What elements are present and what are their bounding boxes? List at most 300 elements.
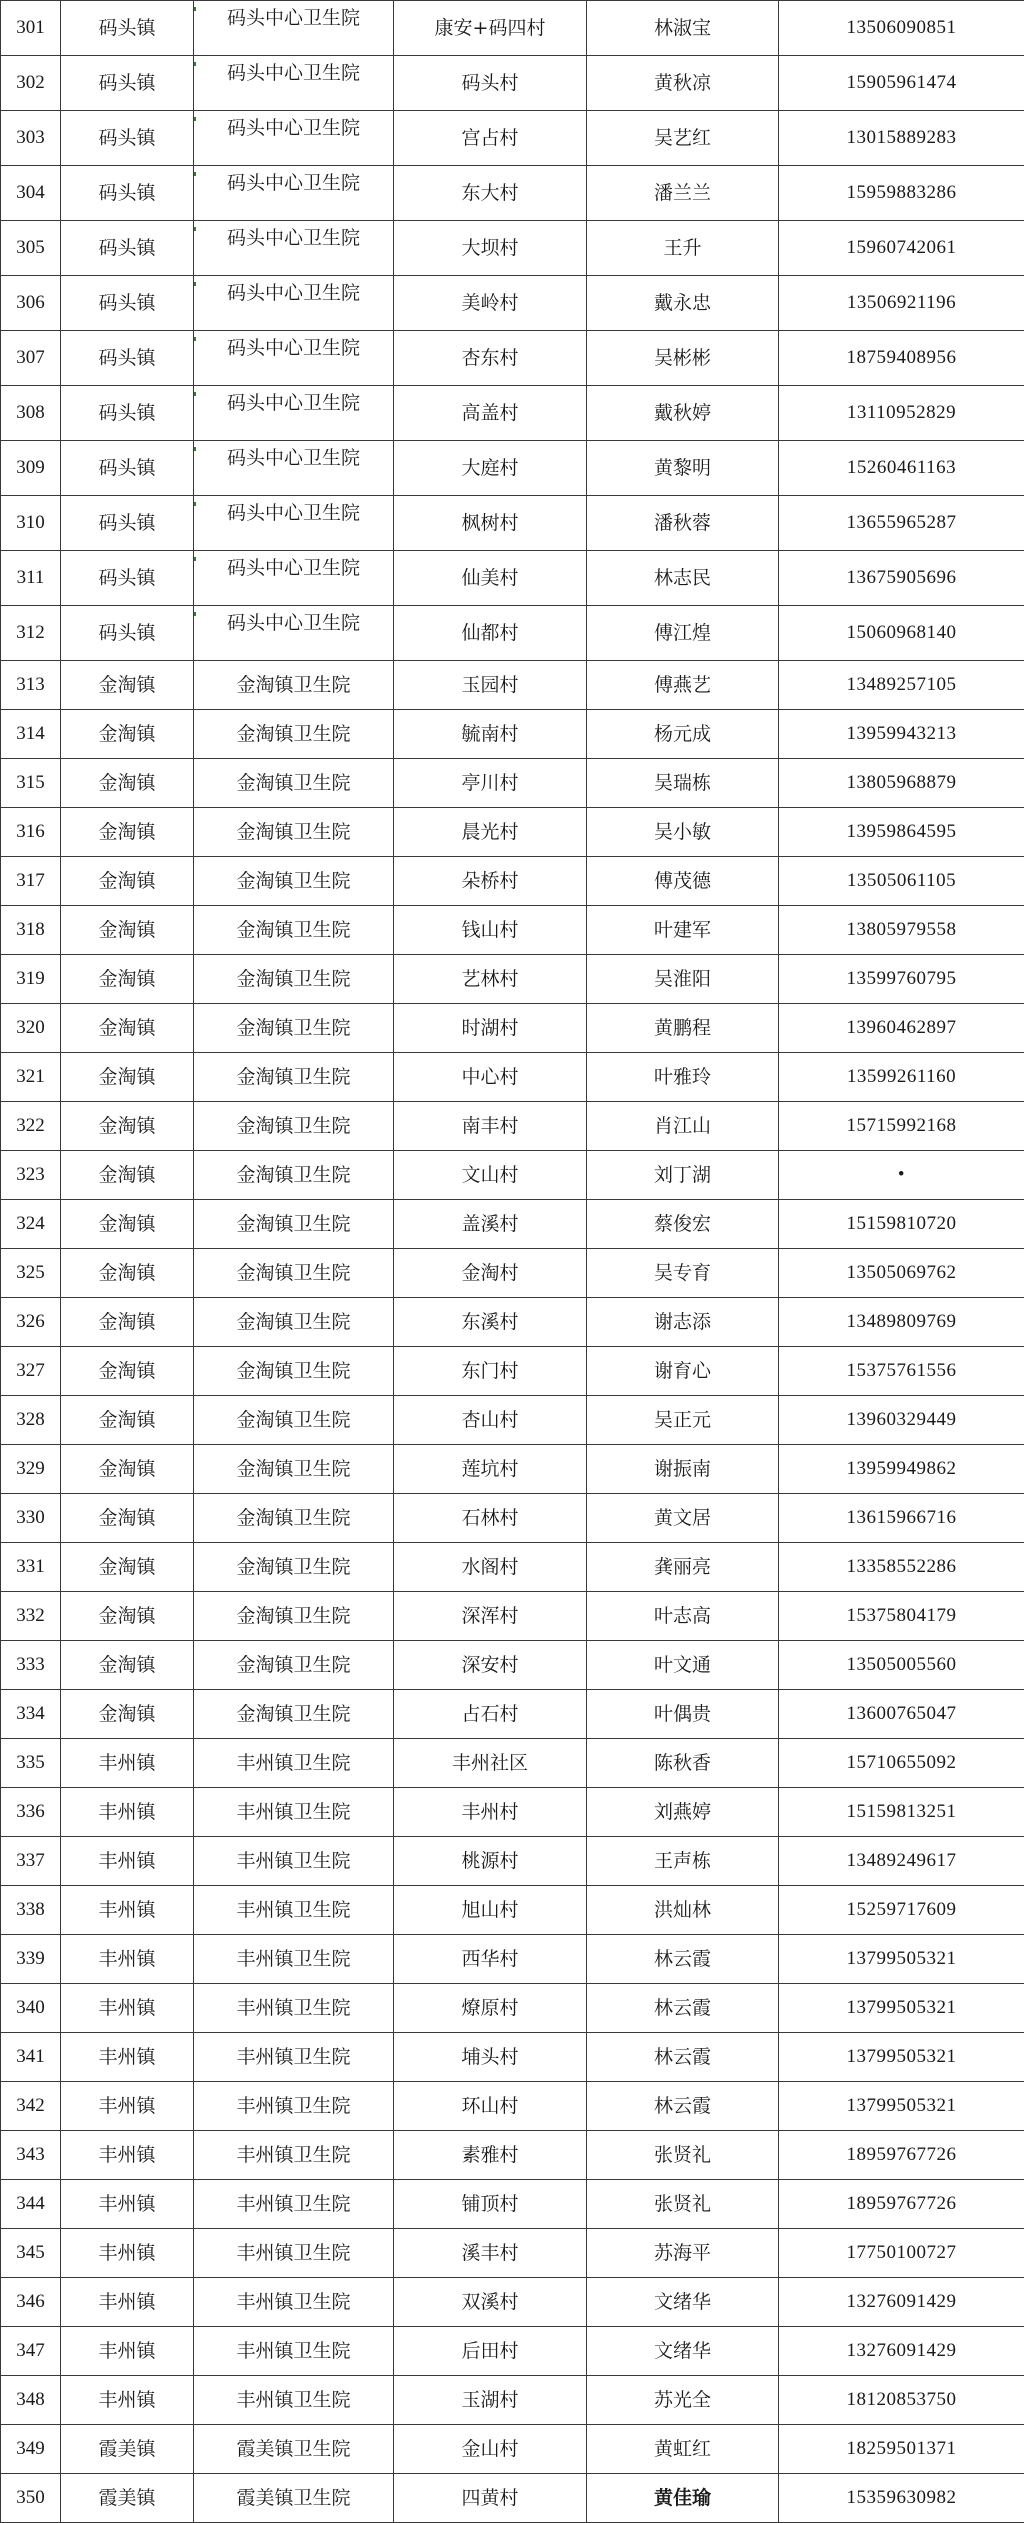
village-text: 美岭村 bbox=[461, 292, 518, 314]
row-number-text: 313 bbox=[16, 674, 45, 695]
phone-text: 13489249617 bbox=[847, 1850, 957, 1871]
row-number-text: 317 bbox=[16, 870, 45, 891]
phone-text: 13489809769 bbox=[847, 1311, 957, 1332]
contact-name-text: 张贤礼 bbox=[654, 2193, 711, 2215]
row-number-text: 340 bbox=[16, 1997, 45, 2018]
town-text: 丰州镇 bbox=[98, 1899, 155, 1921]
village-text: 素雅村 bbox=[461, 2144, 518, 2166]
row-number-cell bbox=[1, 808, 61, 857]
row-number-text: 345 bbox=[16, 2242, 45, 2263]
row-number-text: 303 bbox=[16, 127, 45, 148]
table-row bbox=[1, 1445, 1024, 1494]
contact-name-text: 傅茂德 bbox=[654, 870, 711, 892]
row-number-cell bbox=[1, 2033, 61, 2082]
table-row bbox=[1, 1, 1024, 56]
hospital-text: 丰州镇卫生院 bbox=[236, 1997, 350, 2019]
phone-cell bbox=[779, 1298, 1024, 1347]
table-row bbox=[1, 2376, 1024, 2425]
hospital-text: 丰州镇卫生院 bbox=[236, 1801, 350, 1823]
phone-cell bbox=[779, 759, 1024, 808]
town-cell bbox=[61, 1494, 194, 1543]
village-cell bbox=[394, 759, 587, 808]
hospital-cell bbox=[194, 1, 394, 56]
contact-name-text: 戴永忠 bbox=[654, 292, 711, 314]
contact-name-text: 龚丽亮 bbox=[654, 1556, 711, 1578]
town-cell bbox=[61, 808, 194, 857]
table-row bbox=[1, 441, 1024, 496]
village-cell bbox=[394, 1298, 587, 1347]
row-number-cell bbox=[1, 166, 61, 221]
table-row bbox=[1, 1347, 1024, 1396]
phone-text: 13960462897 bbox=[847, 1017, 957, 1038]
phone-cell bbox=[779, 551, 1024, 606]
table-row bbox=[1, 1886, 1024, 1935]
contact-name-cell bbox=[587, 1543, 779, 1592]
town-cell bbox=[61, 2229, 194, 2278]
town-cell bbox=[61, 1004, 194, 1053]
village-cell bbox=[394, 1641, 587, 1690]
phone-cell bbox=[779, 1788, 1024, 1837]
contact-name-text: 林云霞 bbox=[654, 1997, 711, 2019]
phone-text: 13276091429 bbox=[847, 2340, 957, 2361]
cell-mark bbox=[194, 612, 196, 616]
row-number-text: 348 bbox=[16, 2389, 45, 2410]
hospital-cell bbox=[194, 441, 394, 496]
table-row bbox=[1, 1102, 1024, 1151]
contact-name-cell bbox=[587, 111, 779, 166]
town-cell bbox=[61, 331, 194, 386]
hospital-cell bbox=[194, 551, 394, 606]
village-text: 石林村 bbox=[461, 1507, 518, 1529]
hospital-text: 金淘镇卫生院 bbox=[236, 919, 350, 941]
contact-name-text: 吴专育 bbox=[654, 1262, 711, 1284]
hospital-text: 霞美镇卫生院 bbox=[236, 2438, 350, 2460]
hospital-text: 金淘镇卫生院 bbox=[236, 1164, 350, 1186]
village-cell bbox=[394, 441, 587, 496]
village-cell bbox=[394, 2229, 587, 2278]
table-row bbox=[1, 1004, 1024, 1053]
village-text: 桃源村 bbox=[461, 1850, 518, 1872]
phone-cell bbox=[779, 111, 1024, 166]
row-number-text: 312 bbox=[16, 622, 45, 643]
contact-name-cell bbox=[587, 1004, 779, 1053]
cell-mark bbox=[194, 172, 196, 176]
village-text: 宫占村 bbox=[461, 127, 518, 149]
contact-name-cell bbox=[587, 331, 779, 386]
phone-text: 13805979558 bbox=[847, 919, 957, 940]
village-text: 杏山村 bbox=[461, 1409, 518, 1431]
row-number-text: 334 bbox=[16, 1703, 45, 1724]
hospital-text: 码头中心卫生院 bbox=[227, 337, 360, 359]
contact-name-text: 黄鹏程 bbox=[654, 1017, 711, 1039]
town-text: 金淘镇 bbox=[98, 772, 155, 794]
row-number-text: 307 bbox=[16, 347, 45, 368]
hospital-cell bbox=[194, 1886, 394, 1935]
row-number-cell bbox=[1, 1886, 61, 1935]
town-cell bbox=[61, 906, 194, 955]
row-number-cell bbox=[1, 759, 61, 808]
contact-name-cell bbox=[587, 1053, 779, 1102]
hospital-cell bbox=[194, 1690, 394, 1739]
row-number-cell bbox=[1, 1298, 61, 1347]
village-cell bbox=[394, 1102, 587, 1151]
phone-text: 15710655092 bbox=[847, 1752, 957, 1773]
town-text: 金淘镇 bbox=[98, 919, 155, 941]
table-row bbox=[1, 331, 1024, 386]
contact-name-text: 陈秋香 bbox=[654, 1752, 711, 1774]
village-cell bbox=[394, 1690, 587, 1739]
town-text: 码头镇 bbox=[98, 347, 155, 369]
town-text: 金淘镇 bbox=[98, 1017, 155, 1039]
village-text: 西华村 bbox=[461, 1948, 518, 1970]
hospital-cell bbox=[194, 1151, 394, 1200]
phone-cell bbox=[779, 386, 1024, 441]
phone-text: 17750100727 bbox=[847, 2242, 957, 2263]
village-cell bbox=[394, 1053, 587, 1102]
row-number-text: 337 bbox=[16, 1850, 45, 1871]
phone-text: 13959949862 bbox=[847, 1458, 957, 1479]
village-cell bbox=[394, 2327, 587, 2376]
town-text: 丰州镇 bbox=[98, 1801, 155, 1823]
hospital-text: 码头中心卫生院 bbox=[227, 62, 360, 84]
town-cell bbox=[61, 1298, 194, 1347]
row-number-text: 305 bbox=[16, 237, 45, 258]
contact-name-text: 吴瑞栋 bbox=[654, 772, 711, 794]
phone-text: 13505061105 bbox=[847, 870, 956, 891]
row-number-text: 327 bbox=[16, 1360, 45, 1381]
contact-name-cell bbox=[587, 1, 779, 56]
phone-text: 15159813251 bbox=[847, 1801, 957, 1822]
phone-text: 18959767726 bbox=[847, 2144, 957, 2165]
phone-cell bbox=[779, 1102, 1024, 1151]
row-number-cell bbox=[1, 955, 61, 1004]
contact-name-text: 谢志添 bbox=[654, 1311, 711, 1333]
phone-text: 15375761556 bbox=[847, 1360, 957, 1381]
hospital-cell bbox=[194, 1641, 394, 1690]
town-text: 金淘镇 bbox=[98, 1409, 155, 1431]
town-text: 金淘镇 bbox=[98, 1164, 155, 1186]
phone-cell bbox=[779, 56, 1024, 111]
contact-name-cell bbox=[587, 56, 779, 111]
hospital-cell bbox=[194, 2082, 394, 2131]
town-text: 丰州镇 bbox=[98, 2046, 155, 2068]
hospital-cell bbox=[194, 808, 394, 857]
village-text: 深浑村 bbox=[461, 1605, 518, 1627]
row-number-cell bbox=[1, 1543, 61, 1592]
town-cell bbox=[61, 710, 194, 759]
phone-text: 13276091429 bbox=[847, 2291, 957, 2312]
hospital-text: 金淘镇卫生院 bbox=[236, 1066, 350, 1088]
contact-name-text: 傅江煌 bbox=[654, 622, 711, 644]
town-cell bbox=[61, 1984, 194, 2033]
phone-text: • bbox=[898, 1164, 905, 1185]
town-cell bbox=[61, 1053, 194, 1102]
phone-text: 13506090851 bbox=[847, 17, 957, 38]
village-text: 亭川村 bbox=[461, 772, 518, 794]
phone-cell bbox=[779, 661, 1024, 710]
town-cell bbox=[61, 2278, 194, 2327]
village-cell bbox=[394, 386, 587, 441]
village-text: 文山村 bbox=[461, 1164, 518, 1186]
row-number-text: 314 bbox=[16, 723, 45, 744]
village-text: 仙美村 bbox=[461, 567, 518, 589]
town-cell bbox=[61, 1, 194, 56]
row-number-cell bbox=[1, 2376, 61, 2425]
row-number-cell bbox=[1, 441, 61, 496]
contact-name-cell bbox=[587, 2180, 779, 2229]
contact-name-cell bbox=[587, 276, 779, 331]
contact-name-cell bbox=[587, 1984, 779, 2033]
hospital-cell bbox=[194, 386, 394, 441]
town-cell bbox=[61, 56, 194, 111]
town-cell bbox=[61, 496, 194, 551]
hospital-text: 金淘镇卫生院 bbox=[236, 1409, 350, 1431]
town-cell bbox=[61, 857, 194, 906]
town-cell bbox=[61, 1690, 194, 1739]
hospital-text: 丰州镇卫生院 bbox=[236, 2389, 350, 2411]
phone-cell bbox=[779, 1200, 1024, 1249]
town-cell bbox=[61, 2425, 194, 2474]
village-text: 燎原村 bbox=[461, 1997, 518, 2019]
town-text: 金淘镇 bbox=[98, 1556, 155, 1578]
table-row bbox=[1, 1396, 1024, 1445]
contact-table-body bbox=[1, 1, 1024, 2523]
row-number-cell bbox=[1, 1445, 61, 1494]
contact-name-text: 谢振南 bbox=[654, 1458, 711, 1480]
phone-text: 13655965287 bbox=[847, 512, 957, 533]
village-text: 大庭村 bbox=[461, 457, 518, 479]
row-number-cell bbox=[1, 2082, 61, 2131]
phone-text: 13959943213 bbox=[847, 723, 957, 744]
hospital-text: 金淘镇卫生院 bbox=[236, 1360, 350, 1382]
contact-name-cell bbox=[587, 906, 779, 955]
phone-text: 13959864595 bbox=[847, 821, 957, 842]
hospital-cell bbox=[194, 1200, 394, 1249]
table-row bbox=[1, 1690, 1024, 1739]
hospital-text: 丰州镇卫生院 bbox=[236, 2095, 350, 2117]
village-cell bbox=[394, 1788, 587, 1837]
town-cell bbox=[61, 1739, 194, 1788]
village-text: 南丰村 bbox=[461, 1115, 518, 1137]
village-cell bbox=[394, 606, 587, 661]
phone-text: 13358552286 bbox=[847, 1556, 957, 1577]
contact-name-text: 潘秋蓉 bbox=[654, 512, 711, 534]
village-text: 溪丰村 bbox=[461, 2242, 518, 2264]
contact-name-text: 叶偶贵 bbox=[654, 1703, 711, 1725]
village-cell bbox=[394, 710, 587, 759]
cell-mark bbox=[194, 337, 196, 341]
phone-text: 13615966716 bbox=[847, 1507, 957, 1528]
village-text: 东溪村 bbox=[461, 1311, 518, 1333]
row-number-text: 333 bbox=[16, 1654, 45, 1675]
row-number-text: 346 bbox=[16, 2291, 45, 2312]
contact-name-cell bbox=[587, 1200, 779, 1249]
phone-text: 13505005560 bbox=[847, 1654, 957, 1675]
village-text: 埔头村 bbox=[461, 2046, 518, 2068]
village-cell bbox=[394, 2180, 587, 2229]
cell-mark bbox=[194, 502, 196, 506]
town-text: 码头镇 bbox=[98, 182, 155, 204]
village-text: 玉园村 bbox=[461, 674, 518, 696]
town-text: 码头镇 bbox=[98, 402, 155, 424]
village-text: 双溪村 bbox=[461, 2291, 518, 2313]
town-cell bbox=[61, 606, 194, 661]
village-cell bbox=[394, 1, 587, 56]
hospital-text: 码头中心卫生院 bbox=[227, 7, 360, 29]
hospital-text: 金淘镇卫生院 bbox=[236, 1311, 350, 1333]
hospital-text: 码头中心卫生院 bbox=[227, 612, 360, 634]
phone-cell bbox=[779, 1151, 1024, 1200]
town-text: 金淘镇 bbox=[98, 1654, 155, 1676]
row-number-text: 311 bbox=[17, 567, 45, 588]
row-number-text: 308 bbox=[16, 402, 45, 423]
village-cell bbox=[394, 1151, 587, 1200]
hospital-text: 码头中心卫生院 bbox=[227, 227, 360, 249]
phone-text: 13599261160 bbox=[847, 1066, 956, 1087]
contact-name-cell bbox=[587, 808, 779, 857]
contact-name-text: 黄黎明 bbox=[654, 457, 711, 479]
contact-name-text: 杨元成 bbox=[654, 723, 711, 745]
village-cell bbox=[394, 111, 587, 166]
row-number-text: 336 bbox=[16, 1801, 45, 1822]
contact-name-text: 戴秋婷 bbox=[654, 402, 711, 424]
contact-name-cell bbox=[587, 2376, 779, 2425]
contact-name-text: 张贤礼 bbox=[654, 2144, 711, 2166]
phone-text: 13675905696 bbox=[847, 567, 957, 588]
hospital-text: 金淘镇卫生院 bbox=[236, 1115, 350, 1137]
hospital-text: 丰州镇卫生院 bbox=[236, 2046, 350, 2068]
phone-text: 13506921196 bbox=[847, 292, 956, 313]
row-number-text: 335 bbox=[16, 1752, 45, 1773]
phone-cell bbox=[779, 2474, 1024, 2523]
town-text: 金淘镇 bbox=[98, 1507, 155, 1529]
hospital-text: 丰州镇卫生院 bbox=[236, 2144, 350, 2166]
hospital-cell bbox=[194, 1788, 394, 1837]
hospital-text: 金淘镇卫生院 bbox=[236, 1556, 350, 1578]
hospital-text: 码头中心卫生院 bbox=[227, 447, 360, 469]
phone-text: 15959883286 bbox=[847, 182, 957, 203]
row-number-text: 331 bbox=[16, 1556, 45, 1577]
hospital-cell bbox=[194, 56, 394, 111]
village-cell bbox=[394, 1837, 587, 1886]
hospital-text: 丰州镇卫生院 bbox=[236, 1850, 350, 1872]
contact-name-cell bbox=[587, 1445, 779, 1494]
hospital-text: 丰州镇卫生院 bbox=[236, 1752, 350, 1774]
village-text: 时湖村 bbox=[461, 1017, 518, 1039]
row-number-text: 325 bbox=[16, 1262, 45, 1283]
contact-name-cell bbox=[587, 1151, 779, 1200]
row-number-text: 338 bbox=[16, 1899, 45, 1920]
table-row bbox=[1, 386, 1024, 441]
row-number-text: 316 bbox=[16, 821, 45, 842]
village-cell bbox=[394, 56, 587, 111]
village-text: 四黄村 bbox=[461, 2487, 518, 2509]
hospital-cell bbox=[194, 1494, 394, 1543]
town-cell bbox=[61, 2082, 194, 2131]
hospital-text: 金淘镇卫生院 bbox=[236, 968, 350, 990]
phone-text: 18759408956 bbox=[847, 347, 957, 368]
table-row bbox=[1, 2229, 1024, 2278]
contact-name-cell bbox=[587, 2327, 779, 2376]
contact-name-cell bbox=[587, 1249, 779, 1298]
phone-text: 13600765047 bbox=[847, 1703, 957, 1724]
village-cell bbox=[394, 496, 587, 551]
town-text: 丰州镇 bbox=[98, 1997, 155, 2019]
town-text: 金淘镇 bbox=[98, 674, 155, 696]
village-cell bbox=[394, 1249, 587, 1298]
village-text: 大坝村 bbox=[461, 237, 518, 259]
hospital-cell bbox=[194, 2131, 394, 2180]
row-number-cell bbox=[1, 1592, 61, 1641]
contact-name-cell bbox=[587, 857, 779, 906]
hospital-cell bbox=[194, 2278, 394, 2327]
hospital-cell bbox=[194, 906, 394, 955]
village-text: 康安+码四村 bbox=[435, 17, 546, 39]
table-row bbox=[1, 1641, 1024, 1690]
contact-name-cell bbox=[587, 2033, 779, 2082]
phone-cell bbox=[779, 1, 1024, 56]
phone-cell bbox=[779, 906, 1024, 955]
village-cell bbox=[394, 1396, 587, 1445]
row-number-text: 320 bbox=[16, 1017, 45, 1038]
contact-name-cell bbox=[587, 661, 779, 710]
hospital-text: 丰州镇卫生院 bbox=[236, 2193, 350, 2215]
phone-cell bbox=[779, 1494, 1024, 1543]
hospital-text: 码头中心卫生院 bbox=[227, 502, 360, 524]
row-number-text: 321 bbox=[16, 1066, 45, 1087]
town-cell bbox=[61, 111, 194, 166]
phone-cell bbox=[779, 606, 1024, 661]
table-row bbox=[1, 276, 1024, 331]
row-number-cell bbox=[1, 1935, 61, 1984]
town-cell bbox=[61, 551, 194, 606]
town-cell bbox=[61, 1935, 194, 1984]
row-number-cell bbox=[1, 496, 61, 551]
row-number-cell bbox=[1, 2278, 61, 2327]
row-number-cell bbox=[1, 1004, 61, 1053]
cell-mark bbox=[194, 227, 196, 231]
town-text: 丰州镇 bbox=[98, 1948, 155, 1970]
town-cell bbox=[61, 955, 194, 1004]
village-cell bbox=[394, 955, 587, 1004]
contact-name-cell bbox=[587, 1690, 779, 1739]
row-number-cell bbox=[1, 1, 61, 56]
row-number-text: 302 bbox=[16, 72, 45, 93]
village-cell bbox=[394, 2082, 587, 2131]
town-cell bbox=[61, 166, 194, 221]
phone-cell bbox=[779, 857, 1024, 906]
contact-name-text: 林云霞 bbox=[654, 2046, 711, 2068]
hospital-cell bbox=[194, 857, 394, 906]
contact-name-cell bbox=[587, 1347, 779, 1396]
hospital-cell bbox=[194, 1298, 394, 1347]
town-text: 金淘镇 bbox=[98, 1066, 155, 1088]
hospital-cell bbox=[194, 1102, 394, 1151]
town-text: 丰州镇 bbox=[98, 2389, 155, 2411]
hospital-text: 金淘镇卫生院 bbox=[236, 772, 350, 794]
phone-cell bbox=[779, 1739, 1024, 1788]
town-text: 金淘镇 bbox=[98, 968, 155, 990]
phone-cell bbox=[779, 1886, 1024, 1935]
table-row bbox=[1, 2180, 1024, 2229]
phone-cell bbox=[779, 2131, 1024, 2180]
table-row bbox=[1, 1984, 1024, 2033]
cell-mark bbox=[194, 447, 196, 451]
town-cell bbox=[61, 1641, 194, 1690]
town-cell bbox=[61, 1837, 194, 1886]
table-row bbox=[1, 1788, 1024, 1837]
row-number-text: 315 bbox=[16, 772, 45, 793]
